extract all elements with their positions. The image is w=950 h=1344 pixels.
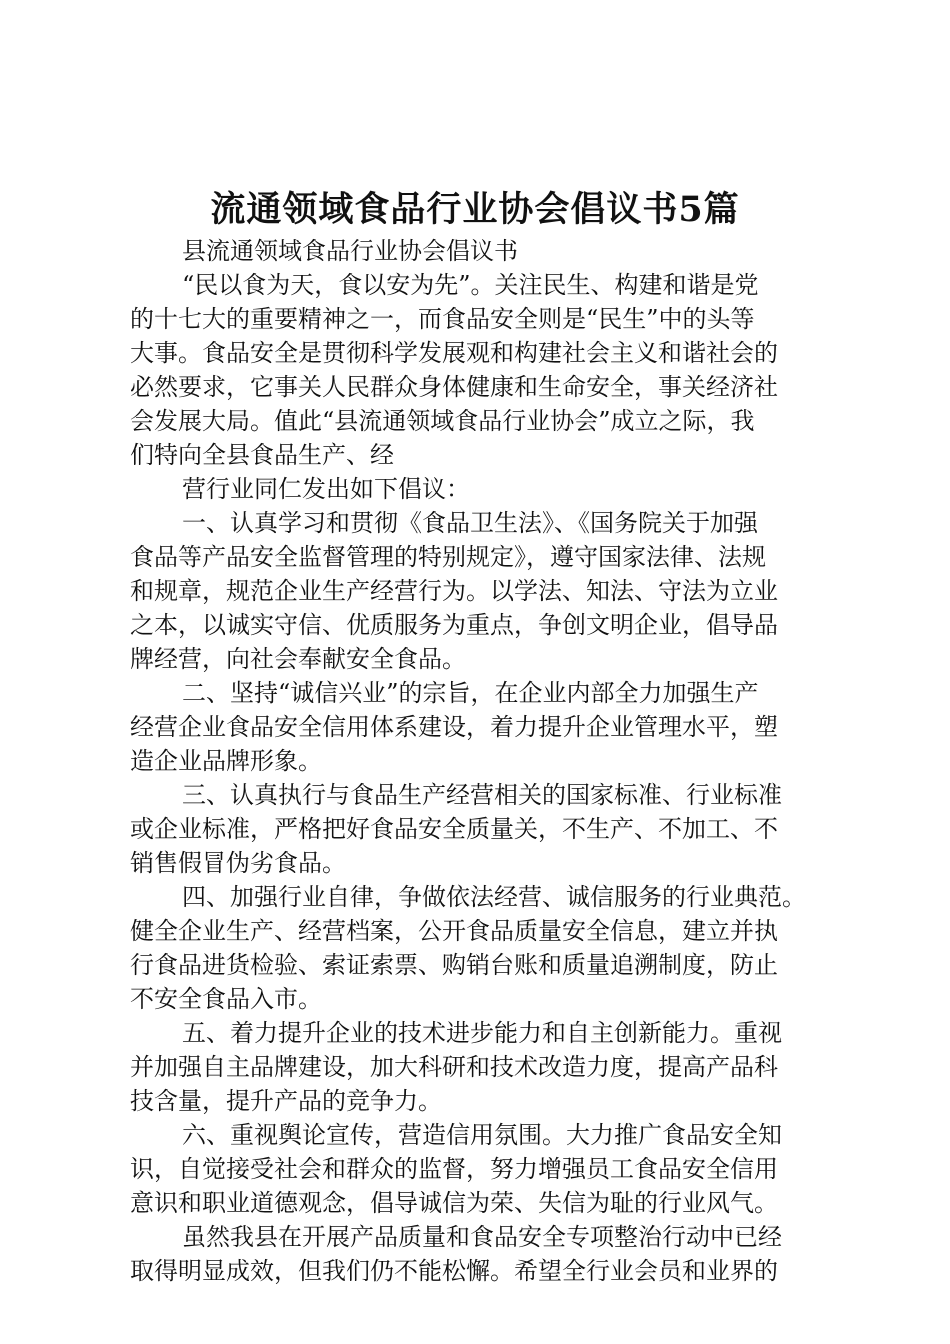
text-line: 健全企业生产、经营档案，公开食品质量安全信息，建立并执 bbox=[130, 917, 778, 945]
text-line: 技含量，提升产品的竞争力。 bbox=[130, 1087, 442, 1115]
text-line: 四、加强行业自律，争做依法经营、诚信服务的行业典范。 bbox=[182, 883, 806, 911]
text-line: 三、认真执行与食品生产经营相关的国家标准、行业标准 bbox=[182, 781, 782, 809]
text-line: 六、重视舆论宣传，营造信用氛围。大力推广食品安全知 bbox=[182, 1121, 782, 1149]
text-line: 县流通领域食品行业协会倡议书 bbox=[182, 237, 518, 265]
text-line: 会发展大局。值此“县流通领域食品行业协会”成立之际，我 bbox=[130, 407, 755, 435]
text-line: 大事。食品安全是贯彻科学发展观和构建社会主义和谐社会的 bbox=[130, 339, 778, 367]
text-line: 不安全食品入市。 bbox=[130, 985, 322, 1013]
text-line: 必然要求，它事关人民群众身体健康和生命安全，事关经济社 bbox=[130, 373, 778, 401]
text-line: 和规章，规范企业生产经营行为。以学法、知法、守法为立业 bbox=[130, 577, 778, 605]
text-line: 识，自觉接受社会和群众的监督，努力增强员工食品安全信用 bbox=[130, 1155, 778, 1183]
text-line: “民以食为天，食以安为先”。关注民生、构建和谐是党 bbox=[182, 271, 759, 299]
text-line: 之本，以诚实守信、优质服务为重点，争创文明企业，倡导品 bbox=[130, 611, 778, 639]
text-line: 经营企业食品安全信用体系建设，着力提升企业管理水平，塑 bbox=[130, 713, 778, 741]
document-title: 流通领域食品行业协会倡议书5篇 bbox=[210, 189, 740, 230]
text-line: 虽然我县在开展产品质量和食品安全专项整治行动中已经 bbox=[182, 1223, 782, 1251]
text-line: 营行业同仁发出如下倡议： bbox=[182, 475, 470, 503]
text-line: 或企业标准，严格把好食品安全质量关，不生产、不加工、不 bbox=[130, 815, 778, 843]
text-line: 造企业品牌形象。 bbox=[130, 747, 322, 775]
text-line: 二、坚持“诚信兴业”的宗旨，在企业内部全力加强生产 bbox=[182, 679, 759, 707]
text-line: 并加强自主品牌建设，加大科研和技术改造力度，提高产品科 bbox=[130, 1053, 778, 1081]
text-line: 食品等产品安全监督管理的特别规定》，遵守国家法律、法规 bbox=[130, 543, 766, 571]
document-body bbox=[130, 234, 835, 1288]
text-line: 五、着力提升企业的技术进步能力和自主创新能力。重视 bbox=[182, 1019, 782, 1047]
text-line: 牌经营，向社会奉献安全食品。 bbox=[130, 645, 466, 673]
text-line: 取得明显成效，但我们仍不能松懈。希望全行业会员和业界的 bbox=[130, 1257, 778, 1285]
text-line: 行食品进货检验、索证索票、购销台账和质量追溯制度，防止 bbox=[130, 951, 778, 979]
text-line: 销售假冒伪劣食品。 bbox=[130, 849, 346, 877]
text-line: 意识和职业道德观念，倡导诚信为荣、失信为耻的行业风气。 bbox=[130, 1189, 778, 1217]
text-line: 的十七大的重要精神之一，而食品安全则是“民生”中的头等 bbox=[130, 305, 755, 333]
text-line: 一、认真学习和贯彻《食品卫生法》、《国务院关于加强 bbox=[182, 509, 758, 537]
text-line: 们特向全县食品生产、经 bbox=[130, 441, 394, 469]
